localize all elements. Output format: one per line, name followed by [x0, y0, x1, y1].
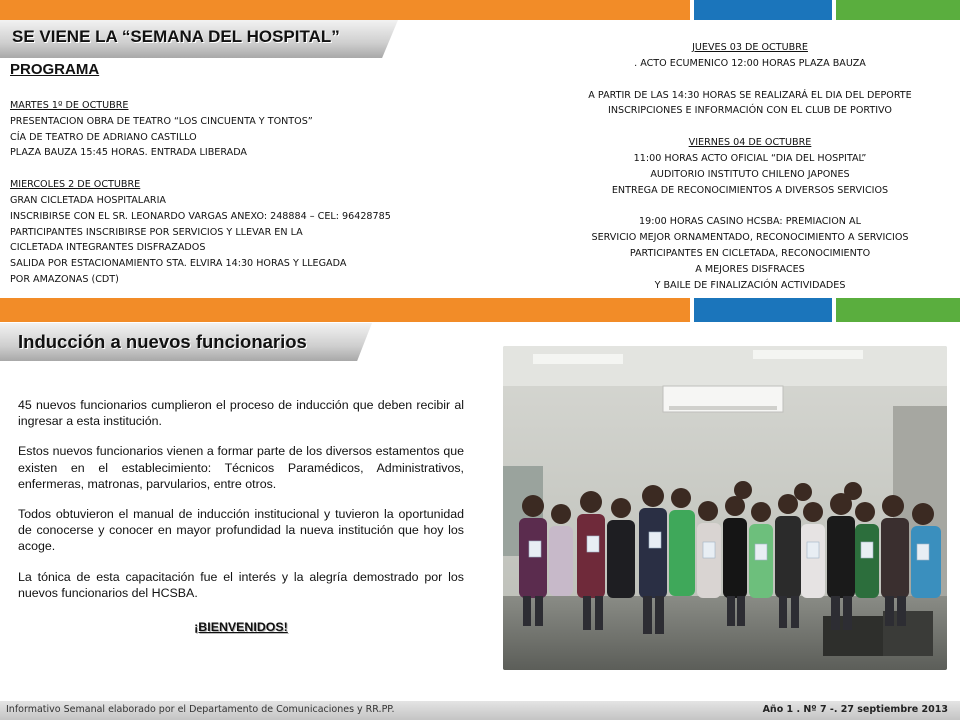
group-photo: [503, 346, 947, 670]
top-color-bar: [0, 0, 960, 20]
program-line: ENTREGA DE RECONOCIMIENTOS A DIVERSOS SERVICIOS: [611, 184, 889, 196]
program-line: . ACTO ECUMENICO 12:00 HORAS PLAZA BAUZA: [634, 57, 866, 69]
program-day-heading: MIERCOLES 2 DE OCTUBRE: [10, 179, 141, 191]
program-line: POR AMAZONAS (CDT): [10, 273, 119, 285]
program-gap: [540, 119, 960, 135]
body-paragraph: La tónica de esta capacitación fue el interés y la alegría demostrado por los nuevos funcionarios del HCSBA.: [18, 569, 464, 600]
program-line: CÍA DE TEATRO DE ADRIANO CASTILLO: [10, 131, 197, 143]
program-gap: [540, 198, 960, 214]
induccion-body: [18, 397, 464, 615]
section-divider-bar: [0, 298, 960, 322]
group-photo-illustration: [503, 346, 947, 670]
program-right-column: [540, 40, 960, 293]
semana-header: [0, 20, 398, 58]
program-line: INSCRIPCIONES E INFORMACIÓN CON EL CLUB DE PORTIVO: [608, 105, 892, 117]
induccion-header: [0, 323, 372, 361]
footer-issue: Año 1 . Nº 7 -. 27 septiembre 2013: [762, 704, 948, 715]
program-line: 19:00 HORAS CASINO HCSBA: PREMIACION AL: [639, 216, 861, 228]
body-paragraph: Todos obtuvieron el manual de inducción institucional y tuvieron la oportunidad de conocerse y conocer en mayor profundidad la nueva institución que hoy los acoge.: [18, 507, 464, 554]
welcome-text: ¡BIENVENIDOS!: [194, 620, 288, 634]
divider-green: [836, 298, 960, 322]
program-day-heading: MARTES 1º DE OCTUBRE: [10, 100, 129, 111]
program-line: A MEJORES DISFRACES: [695, 263, 805, 275]
footer-bar: [0, 701, 960, 720]
program-left-column: [10, 98, 550, 288]
program-line: GRAN CICLETADA HOSPITALARIA: [10, 194, 166, 206]
program-gap: [10, 161, 550, 177]
program-day-heading: JUEVES 03 DE OCTUBRE: [692, 42, 808, 53]
program-line: A PARTIR DE LAS 14:30 HORAS SE REALIZARÁ EL DIA DEL DEPORTE: [588, 89, 912, 101]
induccion-header-title: Inducción a nuevos funcionarios: [18, 331, 307, 352]
program-line: Y BAILE DE FINALIZACIÓN ACTIVIDADES: [654, 279, 846, 291]
body-paragraph: 45 nuevos funcionarios cumplieron el proceso de inducción que deben recibir al ingresar a esta institución.: [18, 398, 464, 429]
top-bar-orange: [0, 0, 690, 20]
program-line: SERVICIO MEJOR ORNAMENTADO, RECONOCIMIENTO A SERVICIOS: [591, 232, 909, 244]
top-bar-blue: [694, 0, 832, 20]
program-line: 11:00 HORAS ACTO OFICIAL “DIA DEL HOSPITAL”: [633, 152, 867, 164]
program-line: CICLETADA INTEGRANTES DISFRAZADOS: [10, 242, 206, 254]
program-line: PRESENTACION OBRA DE TEATRO “LOS CINCUENTA Y TONTOS”: [10, 115, 313, 127]
body-paragraph: Estos nuevos funcionarios vienen a formar parte de los diversos estamentos que existen en el establecimiento: Técnicos Paramédicos, Administrativos, enfermeras, matronas, parvularios, entre otros.: [18, 444, 464, 491]
divider-orange: [0, 298, 690, 322]
program-day-heading: VIERNES 04 DE OCTUBRE: [688, 137, 812, 149]
semana-header-title: SE VIENE LA “SEMANA DEL HOSPITAL”: [12, 27, 340, 46]
program-gap: [540, 72, 960, 88]
program-line: PLAZA BAUZA 15:45 HORAS. ENTRADA LIBERADA: [10, 147, 247, 159]
divider-blue: [694, 298, 832, 322]
program-line: AUDITORIO INSTITUTO CHILENO JAPONES: [650, 168, 850, 180]
top-bar-green: [836, 0, 960, 20]
programa-title: PROGRAMA: [10, 61, 100, 78]
program-line: PARTICIPANTES INSCRIBIRSE POR SERVICIOS Y LLEVAR EN LA: [10, 226, 303, 238]
program-line: PARTICIPANTES EN CICLETADA, RECONOCIMIENTO: [629, 247, 871, 259]
footer-credit: Informativo Semanal elaborado por el Departamento de Comunicaciones y RR.PP.: [6, 704, 395, 715]
program-line: SALIDA POR ESTACIONAMIENTO STA. ELVIRA 14:30 HORAS Y LLEGADA: [10, 258, 347, 270]
program-line: INSCRIBIRSE CON EL SR. LEONARDO VARGAS ANEXO: 248884 – CEL: 96428785: [10, 210, 391, 222]
